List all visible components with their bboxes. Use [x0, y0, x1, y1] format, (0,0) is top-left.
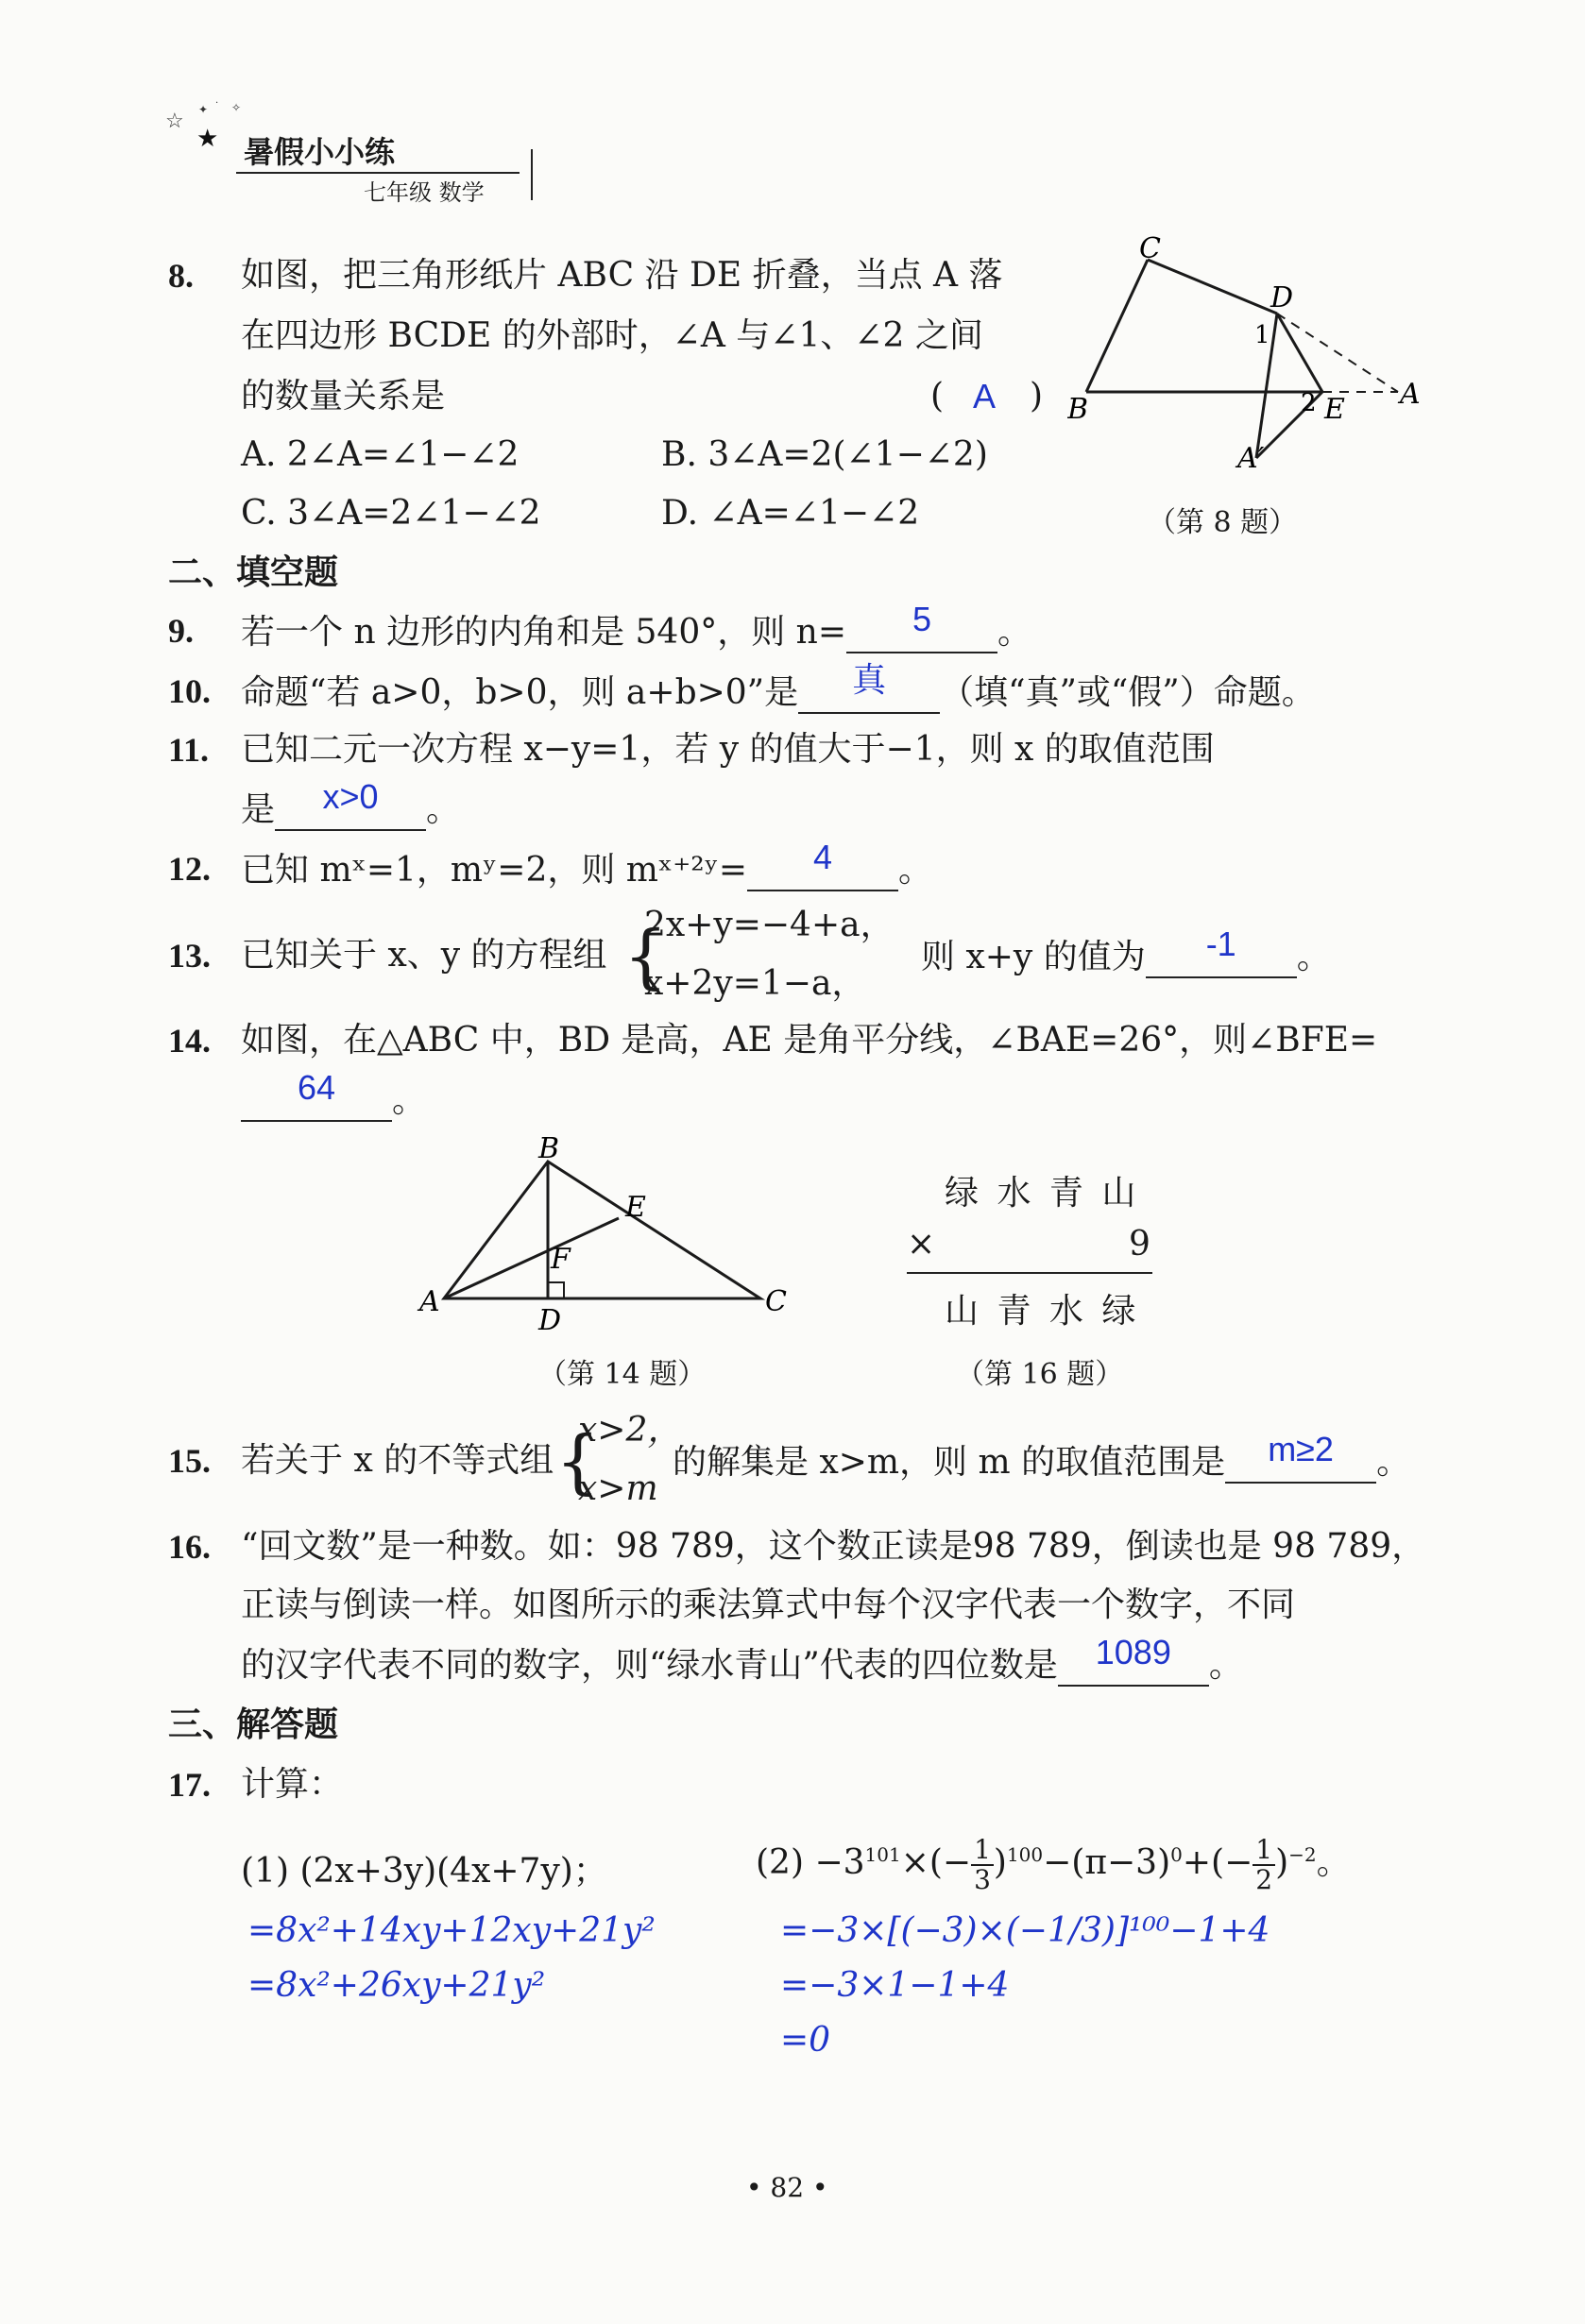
- label-a: A: [1400, 378, 1421, 411]
- q14-answer: 64: [297, 1068, 336, 1107]
- q17-part2-work-2: =−3×1−1+4: [780, 1966, 1010, 2005]
- q17-part2-work-3: =0: [780, 2021, 831, 2060]
- label-c: C: [1139, 232, 1161, 265]
- label-2: 2: [1301, 389, 1317, 417]
- header-vbar: [531, 149, 533, 200]
- option-a: A. 2∠A=∠1−∠2: [241, 435, 520, 474]
- option-c: C. 3∠A=2∠1−∠2: [241, 494, 541, 533]
- caption-q14: （第 14 题）: [538, 1358, 707, 1391]
- q13-answer: -1: [1205, 925, 1236, 963]
- q9-answer: 5: [912, 600, 932, 638]
- header-title: 暑假小小练: [244, 134, 396, 170]
- q11-answer: x>0: [322, 777, 379, 816]
- q17-part2: $(2) -3^{101}\times(-$ $\frac{1}{3}$ )$^{100}-(\pi-3)^0+(-$ $\frac{1}{2}$ )$^{-2}$。: [756, 1834, 1351, 1895]
- figure-q14: [416, 1133, 812, 1341]
- label-b: B: [538, 1133, 560, 1165]
- label-a-prime: A′: [1237, 442, 1265, 475]
- svg-text:✦: ✦: [198, 103, 209, 116]
- svg-text:·: ·: [215, 98, 219, 109]
- label-d: D: [1270, 281, 1294, 314]
- figure-q8: [1067, 231, 1426, 477]
- label-e: E: [1324, 393, 1345, 426]
- q12-answer: 4: [813, 838, 833, 876]
- caption-q8: （第 8 题）: [1148, 506, 1298, 539]
- label-d: D: [538, 1304, 562, 1337]
- option-d: D. ∠A=∠1−∠2: [661, 494, 920, 533]
- label-f: F: [551, 1243, 571, 1276]
- label-1: 1: [1254, 321, 1270, 349]
- svg-text:✧: ✧: [231, 101, 242, 114]
- q8-answer: A: [973, 377, 997, 416]
- page-number: • 82 •: [746, 2172, 828, 2203]
- header: [161, 94, 576, 206]
- label-b: B: [1067, 393, 1089, 426]
- svg-text:☆: ☆: [165, 110, 184, 133]
- q17-part1-work-2: =8x²+26xy+21y²: [247, 1966, 546, 2005]
- header-subject: 七年级 数学: [364, 179, 485, 206]
- q15-answer: m≥2: [1268, 1430, 1334, 1468]
- svg-text:★: ★: [196, 125, 219, 151]
- q17-part1-work-1: =8x²+14xy+12xy+21y²: [247, 1911, 656, 1950]
- q17-part2-work-1: =−3×[(−3)×(−1/3)]¹⁰⁰−1+4: [780, 1911, 1270, 1950]
- label-a: A: [419, 1285, 440, 1318]
- label-c: C: [765, 1285, 787, 1318]
- q10-answer: 真: [852, 660, 887, 699]
- option-b: B. 3∠A=2(∠1−∠2): [661, 435, 988, 474]
- label-e: E: [625, 1191, 646, 1224]
- figure-q16: 绿 水 青 山 × 9 山 青 水 绿: [907, 1166, 1162, 1336]
- caption-q16: （第 16 题）: [956, 1358, 1124, 1391]
- q16-answer: 1089: [1095, 1633, 1171, 1671]
